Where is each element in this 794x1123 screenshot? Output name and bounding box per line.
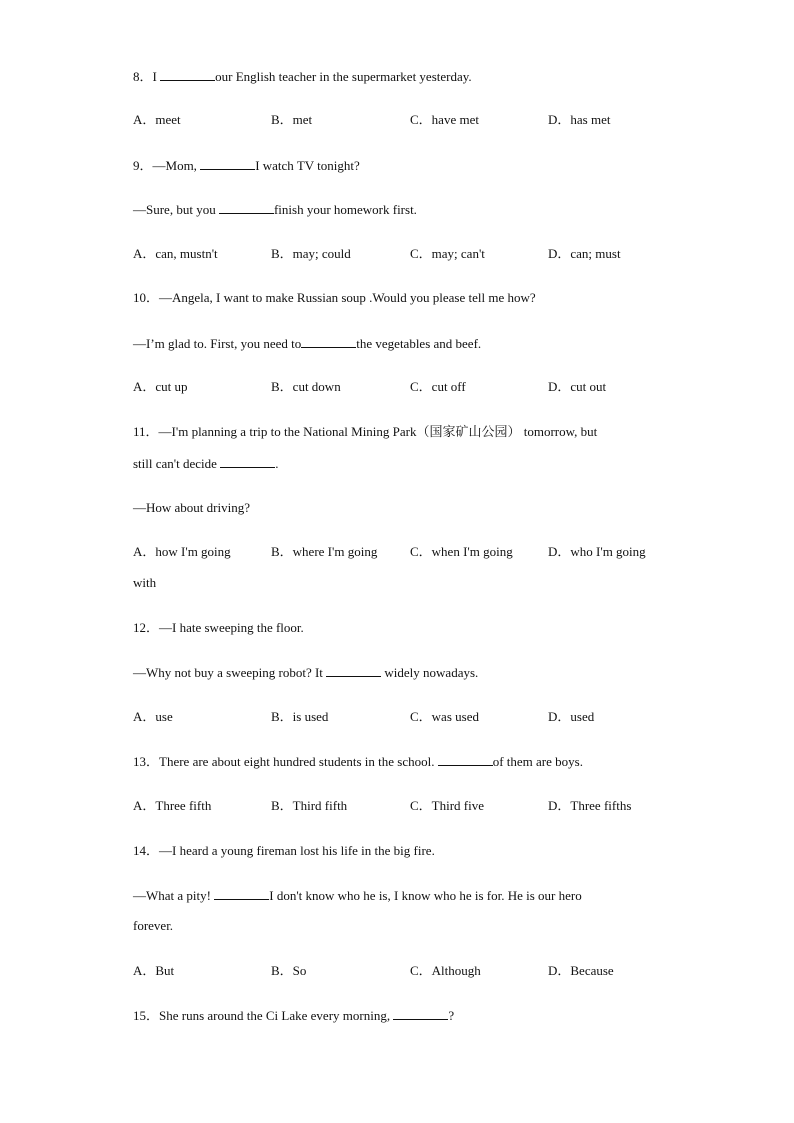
question-number: 11． xyxy=(133,424,159,439)
option-c[interactable]: C．cut off xyxy=(410,379,466,394)
option-d[interactable]: D．cut out xyxy=(548,379,607,394)
question-8-stem: 8．I our English teacher in the supermarket yesterday. xyxy=(133,69,472,84)
question-12-options xyxy=(133,709,673,725)
question-12-reply: —Why not buy a sweeping robot? It widely nowadays. xyxy=(133,665,479,680)
question-14-reply-cont: forever. xyxy=(133,918,174,933)
answer-blank xyxy=(200,157,255,170)
option-a[interactable]: A．how I'm going xyxy=(133,544,231,559)
option-d[interactable]: D．used xyxy=(548,709,595,724)
option-c[interactable]: C．when I'm going xyxy=(410,544,513,559)
question-10-reply: —I’m glad to. First, you need to the vegetables and beef. xyxy=(133,336,482,351)
question-9-options xyxy=(133,246,673,262)
option-b[interactable]: B．where I'm going xyxy=(271,544,378,559)
option-c[interactable]: C．Although xyxy=(410,963,481,978)
answer-blank xyxy=(160,68,215,81)
question-15-stem: 15．She runs around the Ci Lake every morning, ? xyxy=(133,1008,455,1023)
option-b[interactable]: B．Third fifth xyxy=(271,798,348,813)
question-number: 10． xyxy=(133,290,160,305)
option-a[interactable]: A．But xyxy=(133,963,175,978)
option-c[interactable]: C．may; can't xyxy=(410,246,485,261)
option-c[interactable]: C．was used xyxy=(410,709,479,724)
question-10-options xyxy=(133,379,673,395)
option-d[interactable]: D．Three fifths xyxy=(548,798,632,813)
answer-blank xyxy=(214,887,269,900)
option-a[interactable]: A．can, mustn't xyxy=(133,246,218,261)
option-d[interactable]: D．has met xyxy=(548,112,611,127)
answer-blank xyxy=(393,1007,448,1020)
answer-blank xyxy=(219,201,274,214)
option-a[interactable]: A．cut up xyxy=(133,379,188,394)
option-a[interactable]: A．meet xyxy=(133,112,181,127)
question-9-reply: —Sure, but you finish your homework first. xyxy=(133,202,417,217)
question-14-options xyxy=(133,963,673,979)
option-d[interactable]: D．who I'm going xyxy=(548,544,646,559)
answer-blank xyxy=(438,753,493,766)
question-number: 8． xyxy=(133,69,153,84)
answer-blank xyxy=(220,455,275,468)
option-b[interactable]: B．met xyxy=(271,112,313,127)
question-10-stem: 10．—Angela, I want to make Russian soup .Would you please tell me how? xyxy=(133,290,536,305)
question-13-stem: 13．There are about eight hundred students in the school. of them are boys. xyxy=(133,754,583,769)
answer-blank xyxy=(301,335,356,348)
question-14-stem: 14．—I heard a young fireman lost his life in the big fire. xyxy=(133,843,435,858)
question-8-options xyxy=(133,112,673,128)
question-11-option-d-cont: with xyxy=(133,575,157,590)
option-b[interactable]: B．may; could xyxy=(271,246,351,261)
answer-blank xyxy=(326,664,381,677)
option-c[interactable]: C．have met xyxy=(410,112,479,127)
option-b[interactable]: B．is used xyxy=(271,709,329,724)
option-b[interactable]: B．cut down xyxy=(271,379,341,394)
option-a[interactable]: A．Three fifth xyxy=(133,798,212,813)
option-c[interactable]: C．Third five xyxy=(410,798,485,813)
question-number: 12． xyxy=(133,620,160,635)
option-d[interactable]: D．Because xyxy=(548,963,614,978)
question-number: 9． xyxy=(133,158,153,173)
question-number: 15． xyxy=(133,1008,160,1023)
question-11-reply: —How about driving? xyxy=(133,500,250,515)
question-11-options xyxy=(133,544,673,560)
question-11-stem: 11．—I'm planning a trip to the National Mining Park（国家矿山公园） tomorrow, but xyxy=(133,424,598,439)
question-13-options xyxy=(133,798,673,814)
option-d[interactable]: D．can; must xyxy=(548,246,621,261)
question-11-stem-cont: still can't decide . xyxy=(133,456,279,471)
option-b[interactable]: B．So xyxy=(271,963,307,978)
question-number: 14． xyxy=(133,843,160,858)
question-12-stem: 12．—I hate sweeping the floor. xyxy=(133,620,304,635)
option-a[interactable]: A．use xyxy=(133,709,173,724)
question-9-stem: 9．—Mom, I watch TV tonight? xyxy=(133,158,360,173)
question-14-reply: —What a pity! I don't know who he is, I know who he is for. He is our hero xyxy=(133,888,582,903)
question-number: 13． xyxy=(133,754,160,769)
